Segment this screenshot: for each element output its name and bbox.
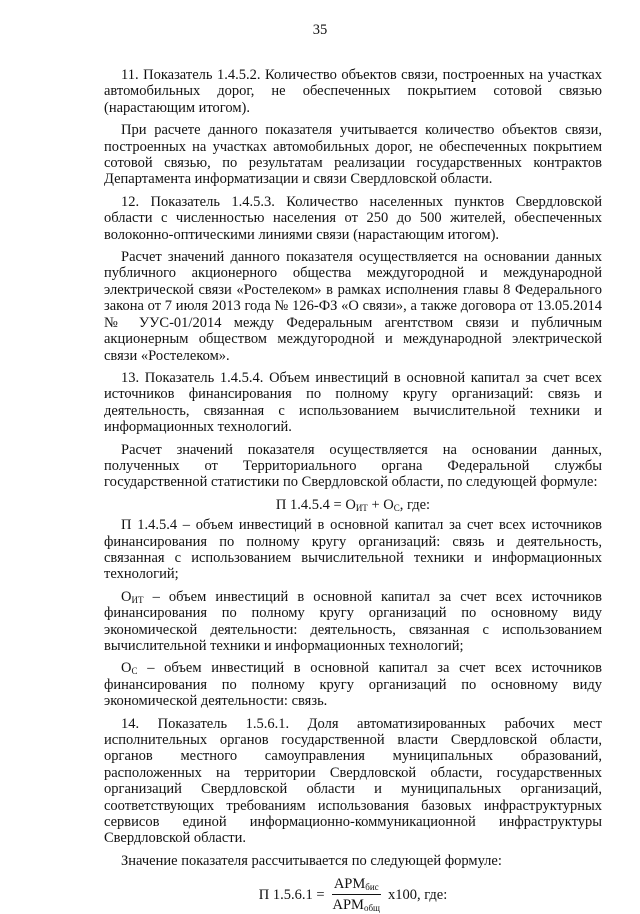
paragraph-indicator-12: 12. Показатель 1.4.5.3. Количество населенных пунктов Свердловской области с численностью населения от 250 до 500 жителей, обеспеченных волоконно-оптическими линиями связи (нарастающим итогом). [104, 193, 602, 243]
definition-oc-text: – объем инвестиций в основной капитал за счет всех источников финансирования по полному кругу организаций по основному виду экономической деятельности: связь. [104, 660, 602, 710]
formula-lhs: П 1.4.5.4 = [275, 496, 346, 513]
document-body [104, 67, 602, 914]
definition-oit-text: – объем инвестиций в основной капитал за счет всех источников финансирования по полному кругу организаций по основному виду экономической деятельности: деятельность, связанная с использованием вычислительной техники и информационных технологий; [104, 588, 602, 654]
numerator-sub: бис [365, 882, 379, 893]
formula-term-oc: О [383, 496, 394, 513]
formula2-tail: х100, где: [387, 886, 448, 903]
denominator-arm: АРМ [332, 897, 364, 914]
formula-plus: + [367, 496, 384, 513]
fraction-numerator [332, 875, 381, 895]
definition-oc [104, 660, 602, 709]
symbol-o: О [121, 588, 132, 605]
page-number: 35 [312, 22, 328, 38]
formula-tail: , где: [399, 496, 431, 513]
paragraph-indicator-11-method: При расчете данного показателя учитывается количество объектов связи, построенных на участках автомобильных дорог, не обеспеченных покрытием сотовой связью, по результатам реализации государственных контрактов Департамента информатизации и связи Свердловской области. [104, 122, 602, 188]
paragraph-indicator-14-method: Значение показателя рассчитывается по следующей формуле: [121, 852, 502, 869]
definition-p-1-4-5-4: П 1.4.5.4 – объем инвестиций в основной капитал за счет всех источников финансирования по полному кругу организаций: связь и деятельность, связанная с использованием вычислительной техники и информационных технологий; [104, 517, 602, 583]
paragraph-indicator-14: 14. Показатель 1.5.6.1. Доля автоматизированных рабочих мест исполнительных органов государственной власти Свердловской области, органов местного самоуправления муниципальных образований, расположенных на территории Свердловской области, государственных организаций Свердловской области и муниципальных организаций, соответствующих требованиям использования базовых инфраструктурных сервисов единой информационно-коммуникационной инфраструктуры Свердловской области. [104, 715, 602, 847]
formula2-fraction [331, 875, 382, 914]
formula-1-5-6-1 [104, 875, 602, 914]
paragraph-indicator-13: 13. Показатель 1.4.5.4. Объем инвестиций в основной капитал за счет всех источников финансирования по полному кругу организаций: связь и деятельность, связанная с использованием вычислительной техники и информационных технологий. [104, 369, 602, 436]
formula-sub-it: ИТ [355, 502, 368, 513]
symbol-sub-it: ИТ [131, 594, 144, 605]
denominator-sub: общ [363, 903, 380, 914]
paragraph-indicator-12-method: Расчет значений данного показателя осуществляется на основании данных публичного акционерного общества междугородной и международной электрической связи «Ростелеком» в рамках исполнения главы 8 Федерального закона от 7 июля 2013 года № 126-ФЗ «О связи», а также договора от 13.05.2014 № УУС-01/2014 между Федеральным агентством связи и публичным акционерным обществом междугородной и международной электрической связи «Ростелеком». [104, 249, 602, 364]
numerator-arm: АРМ [333, 876, 366, 893]
symbol-sub-c: С [131, 666, 138, 677]
paragraph-indicator-13-method: Расчет значений показателя осуществляется на основании данных, полученных от Территориального органа Федеральной службы государственной статистики по Свердловской области, по следующей формуле: [104, 441, 602, 491]
paragraph-indicator-11: 11. Показатель 1.4.5.2. Количество объектов связи, построенных на участках автомобильных дорог, не обеспеченных покрытием сотовой связью (нарастающим итогом). [104, 67, 602, 116]
definition-oit [104, 589, 602, 655]
formula-1-4-5-4 [104, 497, 602, 513]
symbol-o: О [121, 660, 132, 677]
formula-term-oit: О [345, 496, 356, 513]
formula2-lhs: П 1.5.6.1 = [258, 886, 325, 903]
formula-sub-c: С [393, 502, 400, 513]
